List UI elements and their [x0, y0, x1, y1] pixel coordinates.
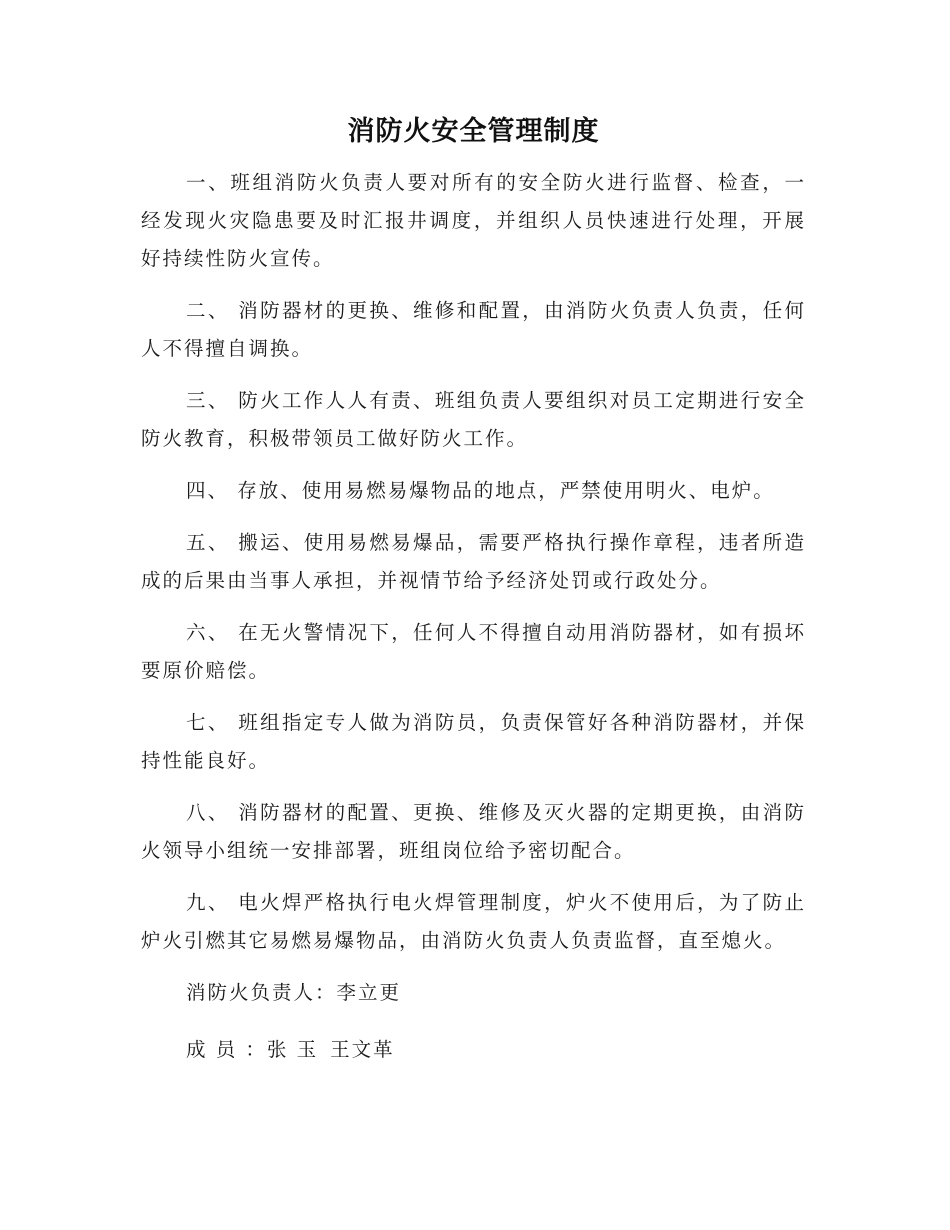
- members-line: [141, 1031, 806, 1069]
- responsible-name: 李立更: [336, 981, 402, 1004]
- clause-text: 存放、使用易燃易爆物品的地点，严禁使用明火、电炉。: [237, 479, 775, 502]
- clause-number: 一、: [186, 171, 231, 194]
- clause-text: 电火焊严格执行电火焊管理制度，炉火不使用后，为了防止炉火引燃其它易燃易爆物品，由消防火负责人负责监督，直至熄火。: [141, 891, 806, 952]
- clause-8: [141, 794, 806, 870]
- clause-text: 在无火警情况下，任何人不得擅自动用消防器材，如有损坏要原价赔偿。: [141, 621, 806, 682]
- clause-3: [141, 382, 806, 458]
- clause-1: [141, 164, 806, 278]
- members-label: 成 员 ：: [186, 1038, 267, 1061]
- clause-number: 六、: [186, 621, 239, 644]
- document-title: 消防火安全管理制度: [347, 116, 600, 147]
- clause-number: 四、: [186, 479, 238, 502]
- clause-number: 五、: [186, 531, 239, 554]
- clause-text: 消防器材的配置、更换、维修及灭火器的定期更换，由消防火领导小组统一安排部署，班组岗位给予密切配合。: [141, 801, 806, 862]
- clause-text: 班组消防火负责人要对所有的安全防火进行监督、检查，一经发现火灾隐患要及时汇报井调度，并组织人员快速进行处理，开展好持续性防火宣传。: [141, 171, 806, 270]
- clause-text: 班组指定专人做为消防员，负责保管好各种消防器材，并保持性能良好。: [141, 711, 806, 772]
- responsible-label: 消防火负责人：: [186, 981, 337, 1004]
- clause-4: [141, 472, 806, 510]
- document-page: [141, 110, 806, 1088]
- clause-number: 二、: [186, 299, 239, 322]
- clause-number: 八、: [186, 801, 239, 824]
- clause-text: 防火工作人人有责、班组负责人要组织对员工定期进行安全防火教育，积极带领员工做好防火工作。: [141, 389, 806, 450]
- clause-number: 七、: [186, 711, 239, 734]
- clause-number: 九、: [186, 891, 239, 914]
- clause-7: [141, 704, 806, 780]
- clause-5: [141, 524, 806, 600]
- clause-6: [141, 614, 806, 690]
- member-name: 王文革: [330, 1038, 395, 1061]
- responsible-person-line: [141, 974, 806, 1012]
- clause-number: 三、: [186, 389, 239, 412]
- clause-2: [141, 292, 806, 368]
- clause-9: [141, 884, 806, 960]
- clause-text: 搬运、使用易燃易爆品，需要严格执行操作章程，违者所造成的后果由当事人承担，并视情节给予经济处罚或行政处分。: [141, 531, 806, 592]
- clause-text: 消防器材的更换、维修和配置，由消防火负责人负责，任何人不得擅自调换。: [141, 299, 806, 360]
- member-name: 张 玉: [266, 1038, 319, 1061]
